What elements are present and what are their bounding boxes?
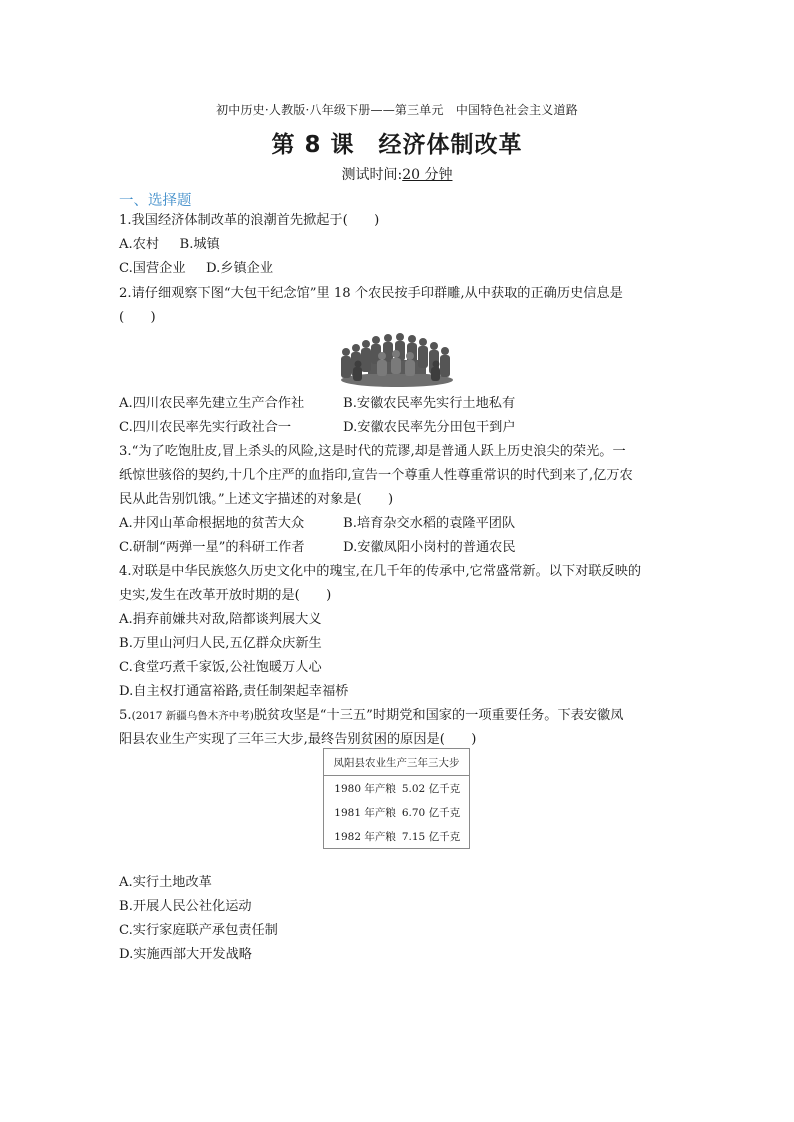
table-cell-year: 1982 年产粮 [334,830,396,843]
q2-option-d: D.安徽农民率先分田包干到户 [343,420,516,435]
q3-options-row2 [119,539,516,557]
q4-option-d: D.自主权打通富裕路,责任制架起幸福桥 [119,684,349,699]
q5-number: 5. [119,708,132,723]
q3-stem-line2: 纸惊世骇俗的契约,十几个庄严的血指印,宣告一个尊重人性尊重常识的时代到来了,亿万农 [119,468,633,483]
lesson-title: 第 8 课 经济体制改革 [271,132,523,158]
q3-stem-line3: 民从此告别饥饿。”上述文字描述的对象是( ) [119,492,394,507]
q2-options-row1 [119,395,515,413]
q4-option-b: B.万里山河归人民,五亿群众庆新生 [119,636,322,651]
q3-option-d: D.安徽凤阳小岗村的普通农民 [343,540,516,555]
table-row [324,824,470,849]
q5-stem-text: 脱贫攻坚是“十三五”时期党和国家的一项重要任务。下表安徽凤 [253,708,624,723]
q5-option-a: A.实行土地改革 [119,875,212,890]
table-header-row [324,749,470,776]
q4-stem-line2: 史实,发生在改革开放时期的是( ) [119,588,332,603]
sculpture-photo [338,330,456,388]
q5-stem-line1 [119,707,623,725]
table-row [324,776,470,801]
test-time-label: 测试时间: [341,167,403,183]
q3-option-c: C.研制“两弹一星”的科研工作者 [119,540,305,555]
q4-option-c: C.食堂巧煮千家饭,公社饱暖万人心 [119,660,322,675]
q3-stem-line1: 3.“为了吃饱肚皮,冒上杀头的风险,这是时代的荒谬,却是普通人跃上历史浪尖的荣光。一 [119,444,626,459]
section-title: 一、选择题 [119,193,192,209]
q3-options-row1 [119,515,515,533]
table-cell-value: 6.70 亿千克 [401,806,461,819]
q3-option-a: A.井冈山革命根据地的贫苦大众 [119,516,305,531]
grain-output-table [323,748,470,849]
q5-option-b: B.开展人民公社化运动 [119,899,252,914]
q3-option-b: B.培育杂交水稻的袁隆平团队 [343,516,516,531]
q5-source: (2017 新疆乌鲁木齐中考) [131,710,254,722]
table-row [324,800,470,824]
q2-option-a: A.四川农民率先建立生产合作社 [119,396,305,411]
q2-option-c: C.四川农民率先实行政社合一 [119,420,292,435]
q5-stem-line2: 阳县农业生产实现了三年三大步,最终告别贫困的原因是( ) [119,732,477,747]
table-cell-value: 5.02 亿千克 [401,782,461,795]
q4-stem-line1: 4.对联是中华民族悠久历史文化中的瑰宝,在几千年的传承中,它常盛常新。以下对联反映的 [119,564,642,579]
q4-option-a: A.捐弃前嫌共对敌,陪都谈判展大义 [119,612,322,627]
q5-option-c: C.实行家庭联产承包责任制 [119,923,278,938]
table-cell-value: 7.15 亿千克 [401,830,461,843]
q1-option-b: B.城镇 [179,237,220,252]
q2-option-b: B.安徽农民率先实行土地私有 [343,396,516,411]
q2-stem-line2: ( ) [119,310,156,325]
q1-option-c: C.国营企业 [119,261,186,276]
q1-options-row1 [119,236,220,254]
q2-options-row2 [119,419,516,437]
test-time [0,164,794,184]
test-time-value: 20 分钟 [402,167,453,183]
q1-stem: 1.我国经济体制改革的浪潮首先掀起于( ) [119,213,380,228]
q2-stem-line1: 2.请仔细观察下图“大包干纪念馆”里 18 个农民按手印群雕,从中获取的正确历史信息是 [119,286,623,301]
q1-options-row2 [119,260,273,278]
table-title: 凤阳县农业生产三年三大步 [324,749,470,776]
table-cell-year: 1981 年产粮 [334,806,396,819]
q5-option-d: D.实施西部大开发战略 [119,947,252,962]
table-cell-year: 1980 年产粮 [334,782,396,795]
course-header: 初中历史·人教版·八年级下册——第三单元 中国特色社会主义道路 [216,103,578,117]
q1-option-a: A.农村 [119,237,160,252]
q1-option-d: D.乡镇企业 [205,261,274,276]
